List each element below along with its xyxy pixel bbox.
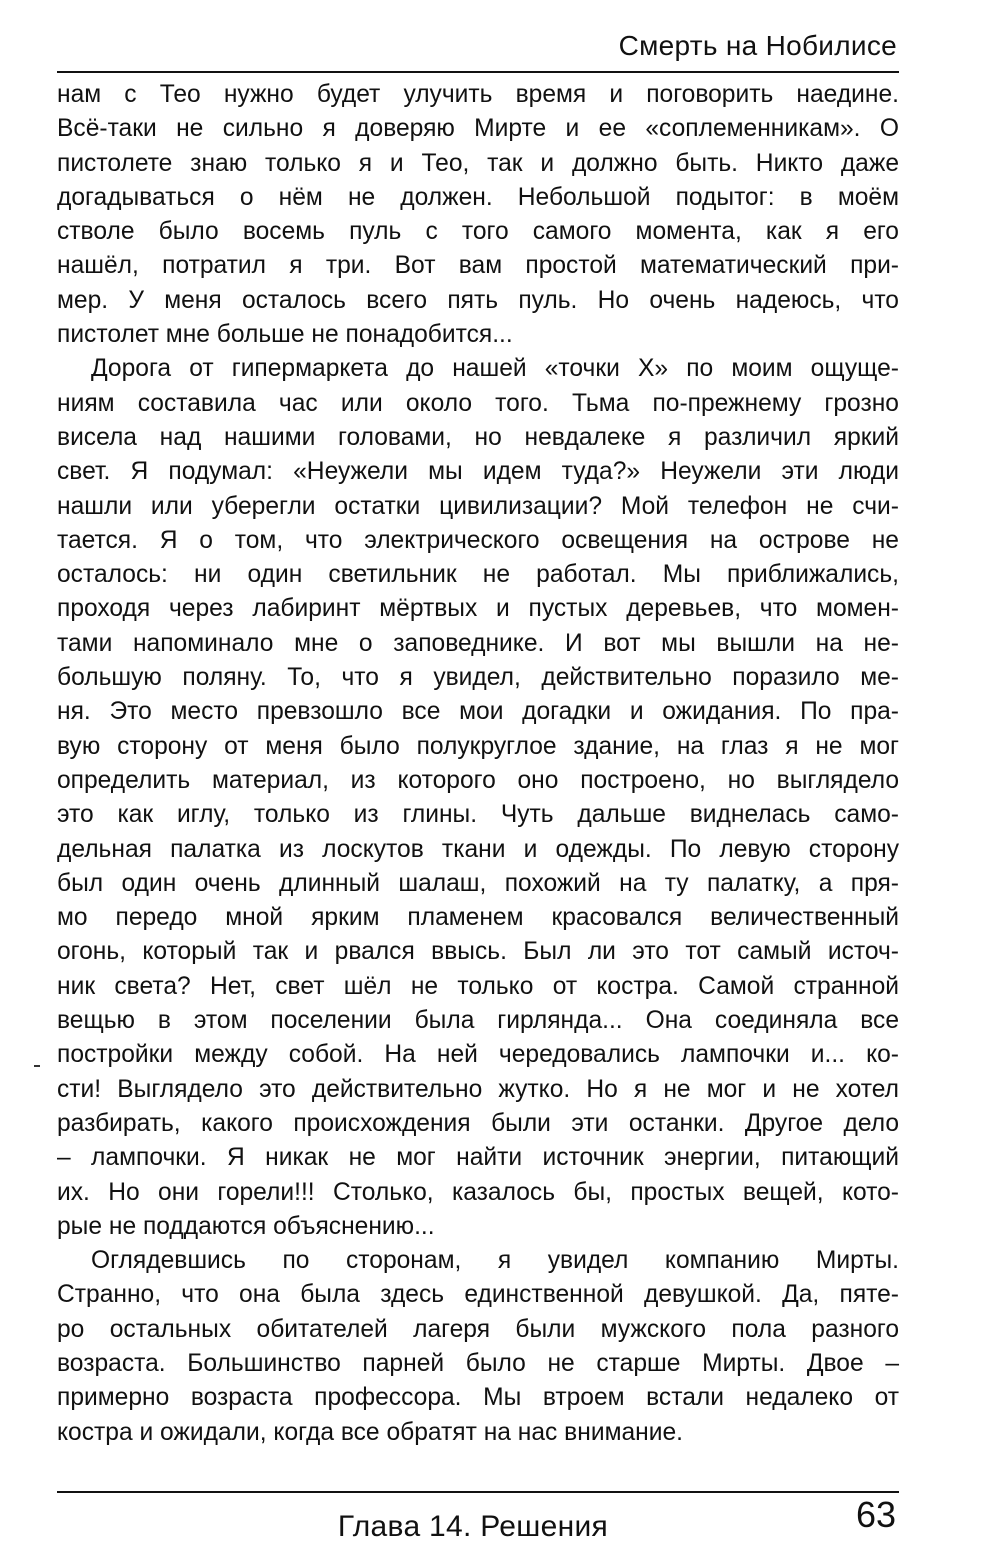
- text-line: пистолете знаю только я и Тео, так и должно быть. Никто даже: [57, 149, 899, 177]
- text-line: мо передо мной ярким пламенем красовался величественный: [57, 904, 899, 932]
- text-line: висела над нашими головами, но невдалеке я различил яркий: [57, 423, 899, 451]
- text-line: Всё-таки не сильно я доверяю Мирте и ее «соплеменникам». О: [57, 115, 899, 143]
- margin-mark: [34, 1065, 40, 1067]
- text-line: нашли или уберегли остатки цивилизации? Мой телефон не счи-: [57, 492, 899, 520]
- text-line: свет. Я подумал: «Неужели мы идем туда?» Неужели эти люди: [57, 458, 899, 486]
- text-line: Оглядевшись по сторонам, я увидел компанию Мирты.: [91, 1247, 899, 1275]
- text-line: огонь, который так и рвался ввысь. Был ли это тот самый источ-: [57, 938, 899, 966]
- text-line: вещью в этом поселении была гирлянда... Она соединяла все: [57, 1007, 899, 1035]
- text-line: определить материал, из которого оно построено, но выглядело: [57, 766, 899, 794]
- header-rule: [57, 71, 899, 73]
- text-line: Странно, что она была здесь единственной девушкой. Да, пяте-: [57, 1281, 899, 1309]
- page-number: 63: [855, 1494, 896, 1535]
- text-line: – лампочки. Я никак не мог найти источник энергии, питающий: [57, 1144, 899, 1172]
- text-line: Дорога от гипермаркета до нашей «точки Х» по моим ощуще-: [91, 355, 899, 383]
- text-line: вую сторону от меня было полукруглое здание, на глаз я не мог: [57, 732, 899, 760]
- text-line: примерно возраста профессора. Мы втроем встали недалеко от: [57, 1384, 899, 1412]
- text-line: большую поляну. То, что я увидел, действительно поразило ме-: [57, 664, 899, 692]
- text-line: мер. У меня осталось всего пять пуль. Но очень надеюсь, что: [57, 286, 899, 314]
- text-line: осталось: ни один светильник не работал. Мы приближались,: [57, 561, 899, 589]
- text-line: костра и ожидали, когда все обратят на нас внимание.: [57, 1418, 683, 1446]
- paragraph: [57, 78, 899, 352]
- text-line: ро остальных обитателей лагеря были мужского пола разного: [57, 1315, 899, 1343]
- text-line: тами напоминало мне о заповеднике. И вот мы вышли на не-: [57, 629, 899, 657]
- text-line: пистолет мне больше не понадобится...: [57, 321, 513, 349]
- text-line: рые не поддаются объяснению...: [57, 1212, 435, 1240]
- text-line: это как иглу, только из глины. Чуть дальше виднелась само-: [57, 801, 899, 829]
- text-line: стволе было восемь пуль с того самого момента, как я его: [57, 218, 899, 246]
- text-line: их. Но они горели!!! Столько, казалось бы, простых вещей, кото-: [57, 1178, 899, 1206]
- text-line: догадываться о нём не должен. Небольшой подытог: в моём: [57, 183, 899, 211]
- text-line: проходя через лабиринт мёртвых и пустых деревьев, что момен-: [57, 595, 899, 623]
- text-line: сти! Выглядело это действительно жутко. Но я не мог и не хотел: [57, 1075, 899, 1103]
- text-line: ник света? Нет, свет шёл не только от костра. Самой странной: [57, 972, 899, 1000]
- body-text: [57, 78, 899, 1450]
- text-line: тается. Я о том, что электрического освещения на острове не: [57, 526, 899, 554]
- text-line: ниям составила час или около того. Тьма по-прежнему грозно: [57, 389, 899, 417]
- text-line: возраста. Большинство парней было не старше Мирты. Двое –: [57, 1349, 899, 1377]
- text-line: нашёл, потратил я три. Вот вам простой математический при-: [57, 252, 899, 280]
- running-title: Смерть на Нобилисе: [618, 30, 897, 61]
- text-line: ня. Это место превзошло все мои догадки и ожидания. По пра-: [57, 698, 899, 726]
- footer-rule: [57, 1491, 899, 1493]
- paragraph: [57, 1244, 899, 1450]
- paragraph: [57, 352, 899, 1244]
- text-line: постройки между собой. На ней чередовались лампочки и... ко-: [57, 1041, 899, 1069]
- text-line: дельная палатка из лоскутов ткани и одежды. По левую сторону: [57, 835, 899, 863]
- chapter-title: Глава 14. Решения: [337, 1510, 609, 1543]
- text-line: был один очень длинный шалаш, похожий на ту палатку, а пря-: [57, 869, 899, 897]
- text-line: нам с Тео нужно будет улучить время и поговорить наедине.: [57, 81, 899, 108]
- text-line: разбирать, какого происхождения были эти останки. Другое дело: [57, 1109, 899, 1137]
